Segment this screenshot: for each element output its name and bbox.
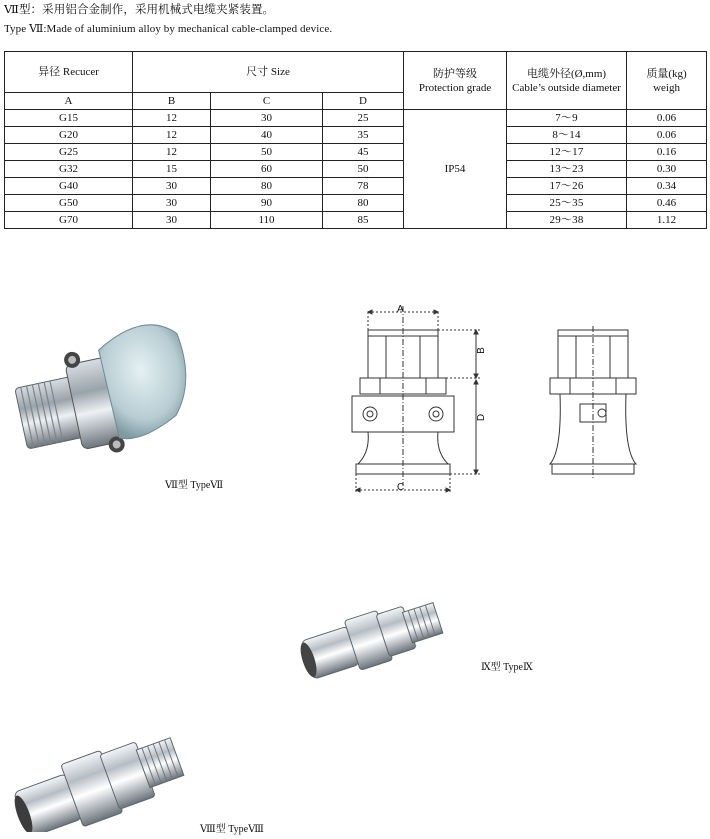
cell-c: 40	[211, 127, 323, 144]
header-reducer: 异径 Recucer	[5, 52, 133, 93]
cell-cable: 25～35	[507, 195, 627, 212]
cell-a: G70	[5, 212, 133, 229]
type7-product-photo	[8, 310, 198, 460]
type8-product-photo	[5, 720, 195, 832]
cell-cable: 8～14	[507, 127, 627, 144]
header-weight	[627, 52, 707, 110]
cell-b: 30	[133, 212, 211, 229]
caption-type9: Ⅸ型 TypeⅨ	[481, 662, 533, 673]
header-col-d: D	[323, 93, 404, 110]
intro-english: Type Ⅶ:Made of aluminium alloy by mechanical cable-clamped device.	[4, 23, 333, 35]
caption-type7: Ⅶ型 TypeⅦ	[165, 480, 224, 491]
cell-c: 50	[211, 144, 323, 161]
dimension-drawing	[340, 300, 660, 512]
cell-c: 60	[211, 161, 323, 178]
header-weight-en: weigh	[653, 81, 680, 94]
cell-c: 80	[211, 178, 323, 195]
table-header-row	[5, 52, 707, 93]
header-protection-en: Protection grade	[418, 81, 492, 94]
cell-weight: 1.12	[627, 212, 707, 229]
cell-a: G40	[5, 178, 133, 195]
table-row	[5, 212, 707, 229]
cell-a: G25	[5, 144, 133, 161]
dim-label-c: C	[397, 482, 405, 493]
cell-cable: 12～17	[507, 144, 627, 161]
cell-protection-grade: IP54	[404, 110, 507, 229]
header-cable-en: Cable’s outside diameter	[512, 81, 621, 94]
caption-type8: Ⅷ型 TypeⅧ	[200, 824, 264, 835]
cell-a: G15	[5, 110, 133, 127]
cell-d: 25	[323, 110, 404, 127]
dim-label-a: A	[397, 304, 404, 315]
cell-d: 50	[323, 161, 404, 178]
cell-b: 12	[133, 110, 211, 127]
table-row	[5, 178, 707, 195]
cell-c: 110	[211, 212, 323, 229]
table-row	[5, 195, 707, 212]
cell-weight: 0.30	[627, 161, 707, 178]
cell-weight: 0.06	[627, 127, 707, 144]
table-row	[5, 127, 707, 144]
cell-b: 12	[133, 127, 211, 144]
cell-a: G20	[5, 127, 133, 144]
cell-weight: 0.16	[627, 144, 707, 161]
cell-c: 30	[211, 110, 323, 127]
header-weight-zh: 质量(kg)	[646, 67, 687, 80]
table-row	[5, 144, 707, 161]
header-cable	[507, 52, 627, 110]
dim-label-b: B	[475, 347, 487, 354]
cell-d: 80	[323, 195, 404, 212]
cell-b: 12	[133, 144, 211, 161]
cell-b: 30	[133, 178, 211, 195]
cell-cable: 13～23	[507, 161, 627, 178]
table-row	[5, 161, 707, 178]
cell-d: 78	[323, 178, 404, 195]
cell-a: G50	[5, 195, 133, 212]
header-cable-zh: 电缆外径(Ø,mm)	[526, 67, 607, 80]
cell-c: 90	[211, 195, 323, 212]
header-col-c: C	[211, 93, 323, 110]
cell-cable: 7～9	[507, 110, 627, 127]
dim-label-d: D	[476, 413, 488, 422]
header-size: 尺寸 Size	[133, 52, 404, 93]
cell-d: 85	[323, 212, 404, 229]
cell-weight: 0.06	[627, 110, 707, 127]
table-row	[5, 110, 707, 127]
front-view	[352, 306, 480, 492]
cell-cable: 29～38	[507, 212, 627, 229]
spec-table	[4, 51, 707, 229]
header-col-a: A	[5, 93, 133, 110]
side-view	[550, 326, 636, 480]
cell-weight: 0.34	[627, 178, 707, 195]
cell-d: 35	[323, 127, 404, 144]
cell-b: 15	[133, 161, 211, 178]
header-col-b: B	[133, 93, 211, 110]
cell-weight: 0.46	[627, 195, 707, 212]
type9-product-photo	[292, 585, 452, 685]
cell-cable: 17～26	[507, 178, 627, 195]
header-protection-zh: 防护等级	[433, 67, 478, 80]
cell-d: 45	[323, 144, 404, 161]
cell-a: G32	[5, 161, 133, 178]
header-protection	[404, 52, 507, 110]
intro-chinese: Ⅶ型：采用铝合金制作，采用机械式电缆夹紧装置。	[4, 4, 275, 16]
cell-b: 30	[133, 195, 211, 212]
